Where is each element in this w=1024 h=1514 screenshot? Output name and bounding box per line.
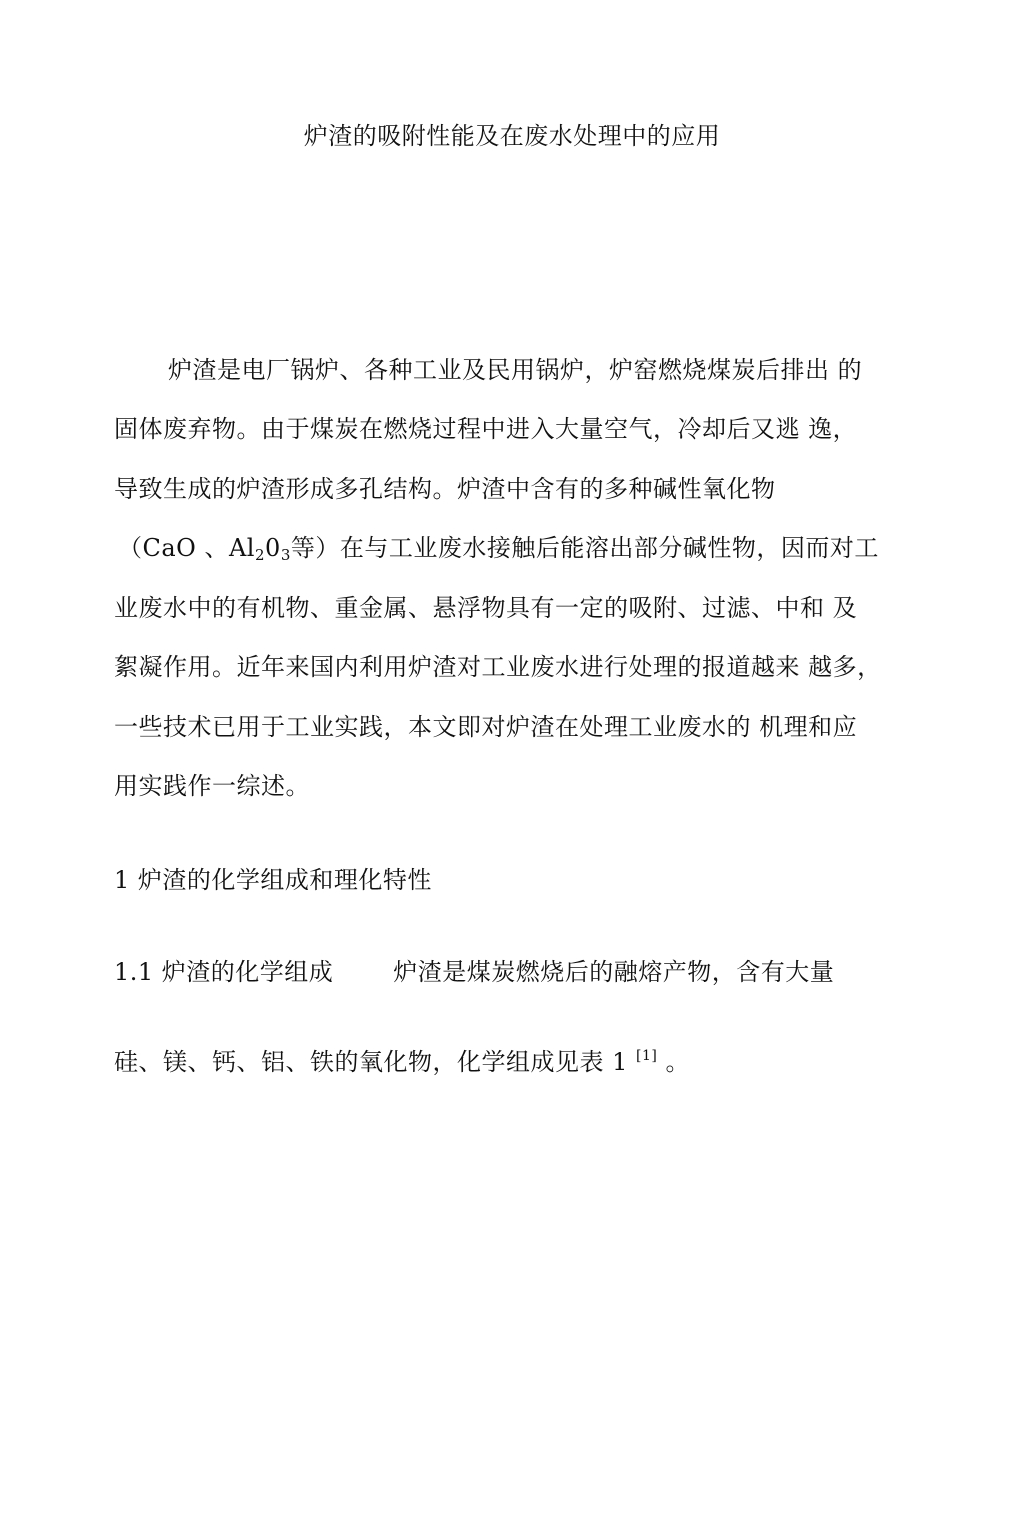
intro-line-5: 业废水中的有机物、重金属、悬浮物具有一定的吸附、过滤、中和 及 [114,594,858,622]
subscript-3: 3 [280,546,291,564]
subscript-2: 2 [254,546,266,564]
intro-line-3: 导致生成的炉渣形成多孔结构。炉渣中含有的多种碱性氧化物 [114,475,776,503]
intro-line-4 [118,528,879,563]
intro-line-8: 用实践作一综述。 [114,772,310,800]
section-1-1-line [114,952,834,987]
citation-link[interactable]: [1] [636,1048,658,1064]
intro-line-6: 絮凝作用。近年来国内利用炉渣对工业废水进行处理的报道越来 越多， [114,653,882,681]
intro-line-4-suffix: 等）在与工业废水接触后能溶出部分碱性物，因而对工 [290,534,879,562]
section-1-heading: 1 炉渣的化学组成和理化特性 [114,866,432,894]
intro-line-1: 炉渣是电厂锅炉、各种工业及民用锅炉，炉窑燃烧煤炭后排出 的 [168,356,863,384]
intro-line-4-mid: 0 [265,534,281,562]
section-1-1-text-end: 。 [665,1048,691,1076]
intro-line-2: 固体废弃物。由于煤炭在燃烧过程中进入大量空气，冷却后又逃 逸， [114,415,858,443]
section-1-1-text-line-2 [114,1042,690,1077]
intro-line-4-prefix: （CaO 、Al [118,534,255,562]
document-title: 炉渣的吸附性能及在废水处理中的应用 [303,122,721,150]
section-1-1-text-line-1: 炉渣是煤炭燃烧后的融熔产物，含有大量 [393,958,835,986]
intro-line-7: 一些技术已用于工业实践，本文即对炉渣在处理工业废水的 机理和应 [114,713,858,741]
section-1-1-text: 硅、镁、钙、铝、铁的氧化物，化学组成见表 1 [114,1048,628,1076]
section-1-1-heading: 1.1 炉渣的化学组成 [114,958,334,986]
